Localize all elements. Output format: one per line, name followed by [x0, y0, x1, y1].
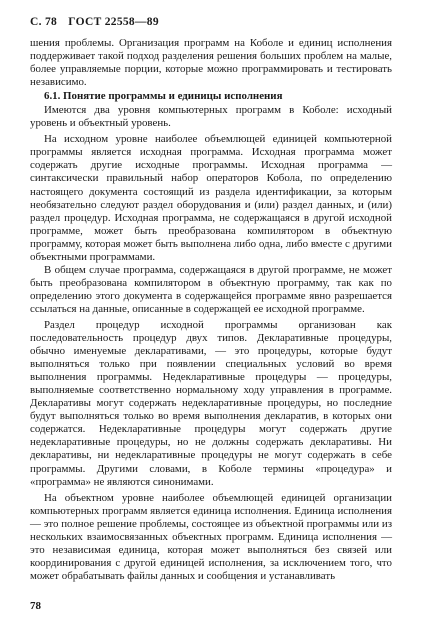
page-label: С. 78 — [30, 16, 58, 28]
running-header — [30, 16, 167, 28]
paragraph: На исходном уровне наиболее объемлющей единицей компьютерной программы является исходная программа. Исходная программа может содержать другие исходные программы. Исходная программа — синтаксически правильный набор операторов Кобола, по определению настоящего документа состоящий из раздела идентификации, за которым необязательно следуют раздел оборудования и (или) раздел данных, и (или) раздел процедур. Исходная программа, не содержащаяся в другой исходной программе, может быть преобразована компилятором в объектную программу, которая может быть выполнена либо одна, либо вместе с другими объектными программами. — [30, 133, 392, 263]
paragraph: В общем случае программа, содержащаяся в другой программе, не может быть преобразована компилятором в объектную программу, так как по определению этого документа в содержащейся программе явно разрешается ссылаться на данные, описанные в содержащей ее исходной программе. — [30, 263, 392, 315]
paragraph: На объектном уровне наиболее объемлющей единицей организации компьютерных программ является единица исполнения. Единица исполнения — это полное решение проблемы, состоящее из объектной программы или из нескольких взаимосвязанных объектных программ. Единица исполнения — это независимая единица, которая может выполняться без связей или координирования с другой единицей исполнения, за исключением того, что может обрабатывать файлы данных и сообщения и устанавливать — [30, 491, 392, 582]
body-text — [30, 37, 392, 583]
paragraph: Имеются два уровня компьютерных программ в Коболе: исходный уровень и объектный уровень. — [30, 104, 392, 130]
section-heading: 6.1. Понятие программы и единицы исполнения — [44, 90, 283, 103]
standard-number: ГОСТ 22558—89 — [68, 16, 159, 28]
paragraph: Раздел процедур исходной программы организован как последовательность процедур двух типов. Декларативные процедуры, обычно именуемые декларативами, — это процедуры, которые будут выполняться только при появлении специальных условий во время выполнения программы. Недекларативные процедуры — процедуры, выполняемые соответственно нормальному ходу управления в программе. Декларативы могут содержать недекларативные процедуры, но последние будут выполняться только во время выполнения декларатив, в которых они содержатся. Недекларативные процедуры могут содержать другие недекларативные процедуры, но не должны содержать декларативы. Ни декларативы, ни недекларативные процедуры не могут содержать в себе программы. Другими словами, в Коболе термины «процедура» и «программа» не являются синонимами. — [30, 318, 392, 488]
page-number: 78 — [30, 600, 41, 612]
paragraph-continuation: шения проблемы. Организация программ на Коболе и единиц исполнения поддерживает такой подход разделения решения больших проблем на малые, более управляемые порции, которые можно программировать и тестировать независимо. — [30, 37, 392, 89]
